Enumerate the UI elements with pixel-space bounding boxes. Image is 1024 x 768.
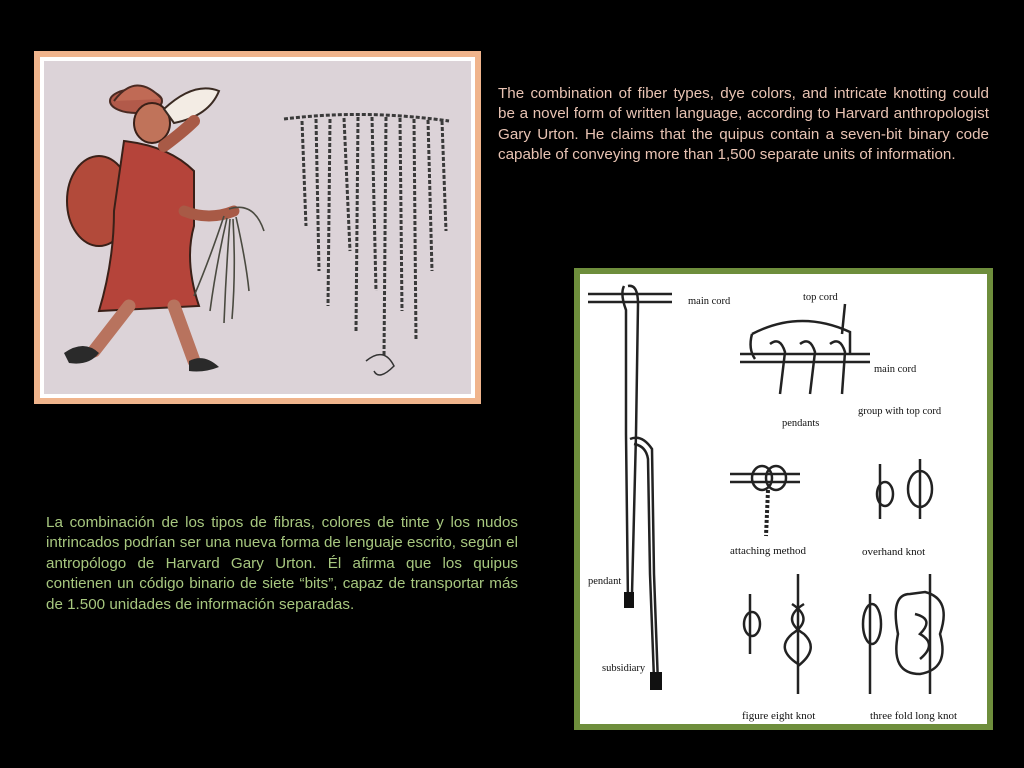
label-three-fold-long-knot: three fold long knot bbox=[870, 710, 958, 722]
label-top-cord: top cord bbox=[803, 292, 838, 303]
quipu-illustration-frame bbox=[34, 51, 481, 404]
pendant-knot bbox=[624, 592, 634, 608]
quipu-keeper-drawing bbox=[44, 61, 471, 394]
label-main-cord: main cord bbox=[688, 296, 731, 307]
subsidiary-knot bbox=[650, 672, 662, 690]
label-overhand-knot: overhand knot bbox=[862, 546, 926, 558]
label-subsidiary: subsidiary bbox=[602, 663, 646, 674]
label-pendant: pendant bbox=[588, 576, 622, 587]
knot-diagram-frame bbox=[574, 268, 993, 730]
label-figure-eight-knot: figure eight knot bbox=[742, 710, 816, 722]
english-description: The combination of fiber types, dye colors, and intricate knotting could be a novel form of written language, according to Harvard anthropologist Gary Urton. He claims that the quipus contain a seven-bit binary code capable of conveying more than 1,500 separate units of information. bbox=[498, 85, 989, 164]
label-group-with-top-cord: group with top cord bbox=[858, 406, 942, 417]
artist-signature bbox=[366, 355, 394, 375]
spanish-description: La combinación de los tipos de fibras, colores de tinte y los nudos intrincados podrían ser una nueva forma de lenguaje escrito, según el antropólogo de Harvard Gary Urton. Él afirma que los quipus contienen un código binario de siete “bits”, capaz de transportar más de 1.500 unidades de información separadas. bbox=[46, 514, 518, 613]
quipu-keeper-illustration bbox=[44, 61, 471, 394]
label-pendants: pendants bbox=[782, 418, 820, 429]
knot-diagram bbox=[580, 274, 987, 724]
label-attaching-method: attaching method bbox=[730, 545, 807, 557]
label-main-cord-2: main cord bbox=[874, 364, 917, 375]
